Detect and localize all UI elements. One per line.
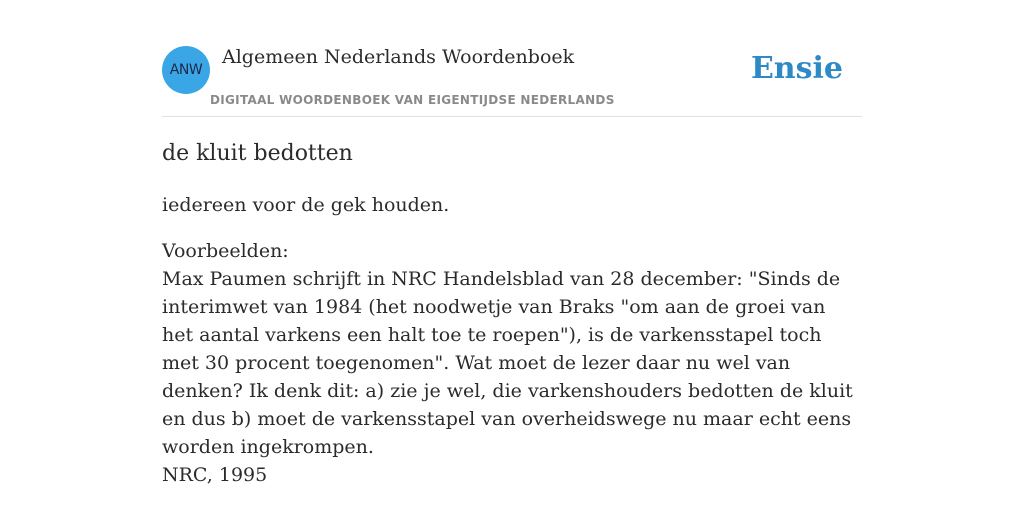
entry-definition: iedereen voor de gek houden. [162,194,450,216]
entry-term: de kluit bedotten [162,141,353,166]
examples-section [162,237,862,489]
site-title[interactable]: Algemeen Nederlands Woordenboek [222,46,575,68]
example-source: NRC, 1995 [162,464,268,486]
site-subtitle: DIGITAAL WOORDENBOEK VAN EIGENTIJDSE NEDERLANDS [210,93,615,107]
examples-label: Voorbeelden: [162,240,289,262]
example-text: Max Paumen schrijft in NRC Handelsblad van 28 december: "Sinds de interimwet van 1984 (het noodwetje van Braks "om aan de groei van het aantal varkens een halt toe te roepen"), is de varkensstapel toch met 30 procent toegenomen". Wat moet de lezer daar nu wel van denken? Ik denk dit: a) zie je wel, die varkenshouders bedotten de kluit en dus b) moet de varkensstapel van overheidswege nu maar echt eens worden ingekrompen. [162,268,853,458]
header [162,46,862,117]
ensie-logo[interactable]: Ensie [750,51,843,86]
entry-content [162,138,862,489]
anw-logo[interactable]: ANW [162,46,210,94]
